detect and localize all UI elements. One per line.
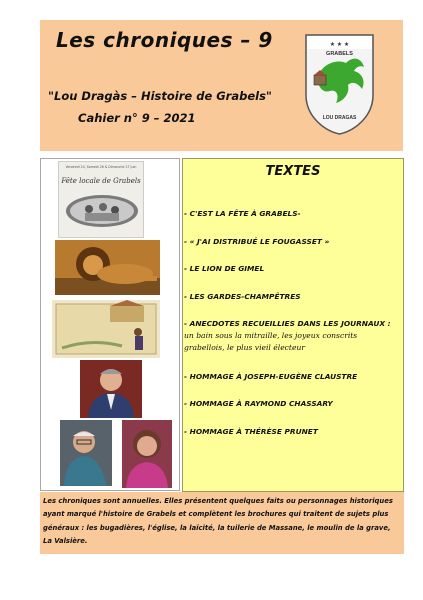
svg-text:LOU DRAGAS: LOU DRAGAS bbox=[322, 115, 357, 121]
raymond-chassary-photo bbox=[60, 420, 112, 486]
toc-item-fougasset: - « J'AI DISTRIBUÉ LE FOUGASSET » bbox=[184, 237, 330, 246]
toc-item-fete: - C'EST LA FÊTE À GRABELS- bbox=[184, 209, 301, 218]
toc-item-chassary: - HOMMAGE À RAYMOND CHASSARY bbox=[184, 399, 333, 408]
svg-text:GRABELS: GRABELS bbox=[326, 51, 353, 57]
issue-number: Cahier n° 9 – 2021 bbox=[78, 111, 196, 125]
fete-poster-image bbox=[58, 161, 144, 238]
grabels-crest-logo bbox=[304, 33, 375, 135]
page-title: Les chroniques – 9 bbox=[56, 28, 273, 52]
toc-item-anecdotes bbox=[184, 318, 394, 354]
toc-item-anecdotes-desc: un bain sous la mitraille, les joyeux conscrits grabellois, le plus vieil électeur bbox=[184, 331, 358, 352]
toc-item-claustre: - HOMMAGE À JOSEPH-EUGÈNE CLAUSTRE bbox=[184, 372, 358, 381]
therese-prunet-photo bbox=[122, 420, 172, 488]
gardes-champetres-image bbox=[52, 300, 160, 358]
lion-image bbox=[55, 240, 160, 295]
poster-date-text: Vendredi 24, Samedi 26 & Dimanche 27 Juin bbox=[65, 165, 137, 169]
toc-item-gardes: - LES GARDES-CHAMPÊTRES bbox=[184, 292, 301, 301]
toc-item-lion: - LE LION DE GIMEL bbox=[184, 264, 265, 273]
toc-item-anecdotes-label: - ANECDOTES RECUEILLIES DANS LES JOURNAUX : bbox=[184, 319, 391, 328]
subtitle: "Lou Dragàs – Histoire de Grabels" bbox=[48, 89, 272, 103]
svg-text:★ ★ ★: ★ ★ ★ bbox=[329, 42, 350, 48]
footer-description: Les chroniques sont annuelles. Elles présentent quelques faits ou personnages historiques ayant marqué l'histoire de Grabels et complètent les brochures qui traitent de sujets plus généraux : les bugadières, l'église, la laïcité, la tuilerie de Massane, le moulin de la grave, La Valsière. bbox=[43, 497, 393, 546]
toc-title: TEXTES bbox=[265, 164, 321, 179]
poster-photo bbox=[59, 189, 144, 229]
poster-title-text: Fête locale de Grabels bbox=[61, 177, 141, 185]
joseph-eugene-claustre-photo bbox=[80, 360, 142, 418]
toc-item-prunet: - HOMMAGE À THÉRÈSE PRUNET bbox=[184, 427, 318, 436]
